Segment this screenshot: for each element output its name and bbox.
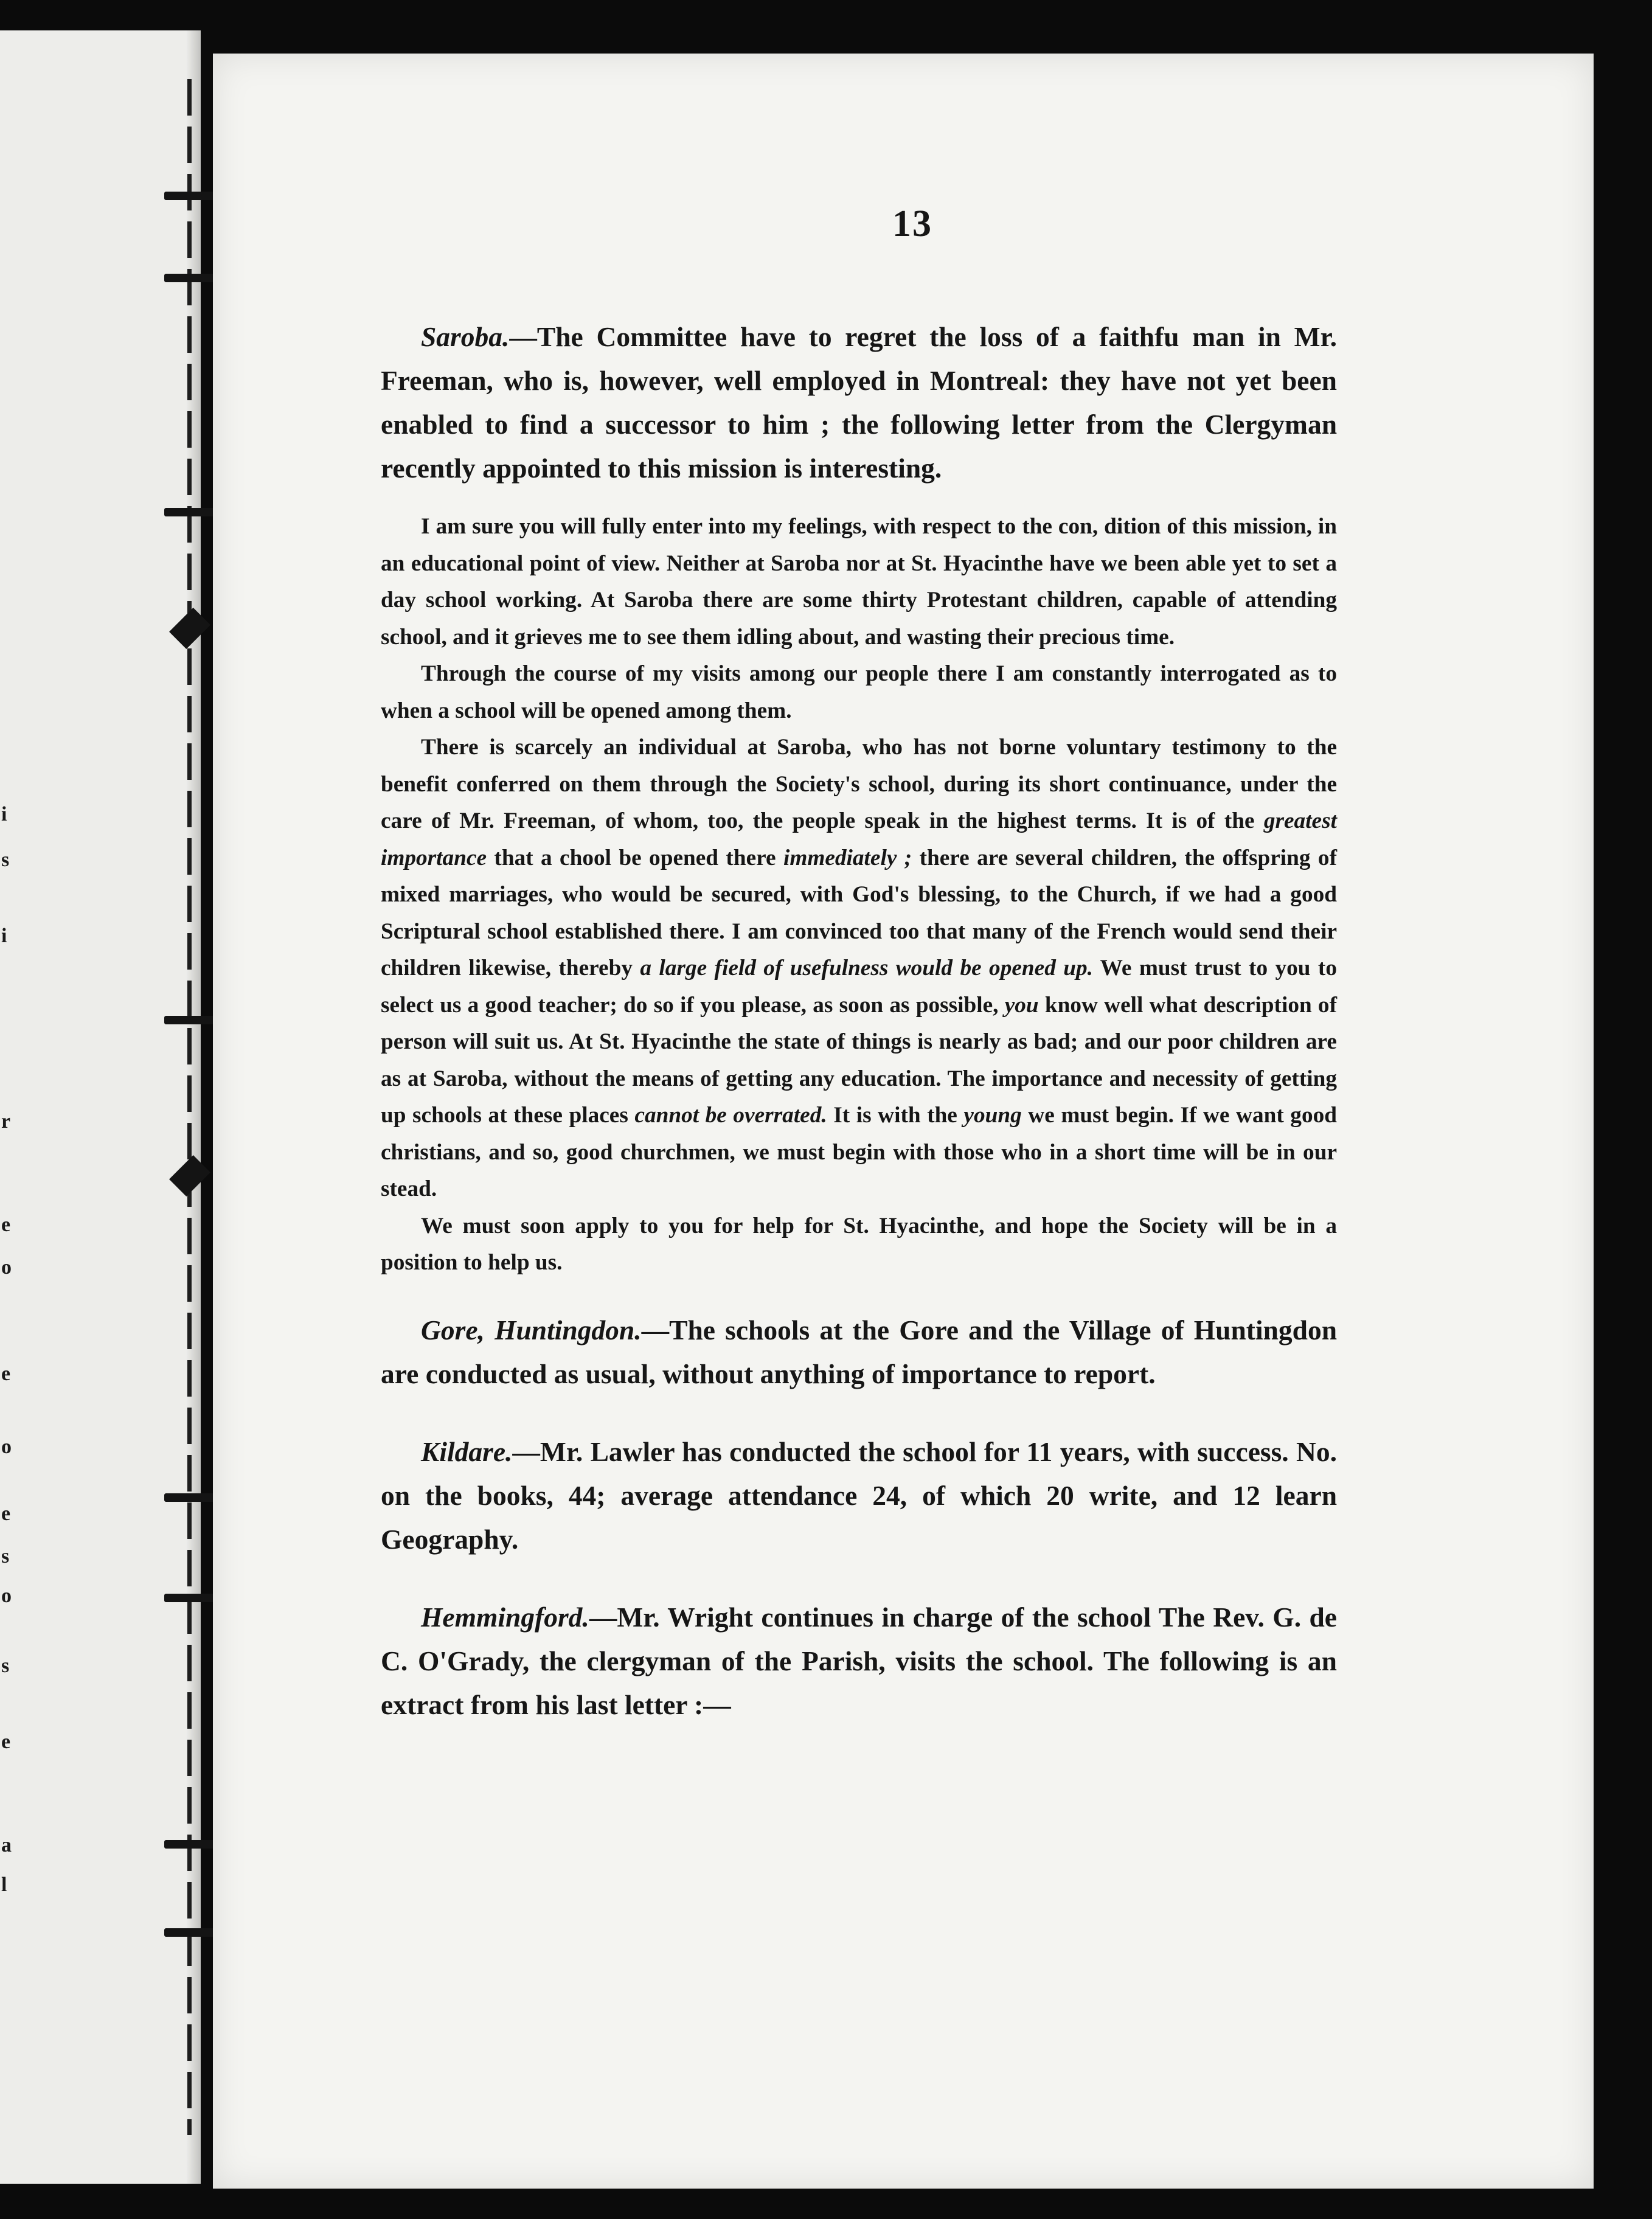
page-number: 13 [892, 203, 932, 245]
margin-letter: e [1, 1731, 11, 1753]
emphasis: you [1004, 992, 1039, 1018]
margin-letter: e [1, 1363, 11, 1385]
cropped-margin-text [0, 30, 18, 2184]
binding-knot [169, 608, 210, 649]
text-run: that a chool be opened there [487, 845, 783, 870]
margin-letter: e [1, 1502, 11, 1525]
emphasis: greatest importance [381, 808, 1337, 870]
text-run: It is with the [827, 1103, 964, 1128]
text-run: there are several children, the offspring of mixed marriages, who would be secured, with God's blessing, to the Church, if we had a good Scriptural school established there. I am convinced too that many of the French would send their children likewise, thereby [381, 845, 1337, 981]
section-saroba [381, 315, 1337, 490]
previous-page-edge [0, 30, 201, 2184]
document-page [213, 54, 1594, 2189]
letter-paragraph: Through the course of my visits among our people there I am constantly interrogated as to when a school will be opened among them. [381, 661, 1337, 723]
margin-letter: r [1, 1110, 11, 1133]
text-run: We must trust to you to select us a good teacher; do so if you please, as soon as possible, [381, 956, 1337, 1018]
section-text: —The Committee have to regret the loss of a faithfu man in Mr. Freeman, who is, however, well employed in Montreal: they have not yet been enabled to find a successor to him ; the following letter from the Clergyman recently appointed to this mission is interesting. [381, 321, 1337, 484]
letter-paragraph: I am sure you will fully enter into my feelings, with respect to the con, dition of this mission, in an educational point of view. Neither at Saroba nor at St. Hyacinthe have we been able yet to set a day school working. At Saroba there are some thirty Protestant children, capable of attending school, and it grieves me to see them idling about, and wasting their precious time. [381, 514, 1337, 650]
text-run: know well what description of person will suit us. At St. Hyacinthe the state of things is nearly as bad; and our poor children are as at Saroba, without the means of getting any education. The importance and necessity of getting up schools at these places [381, 992, 1337, 1128]
emphasis: young [963, 1103, 1022, 1128]
emphasis: immediately ; [783, 845, 912, 870]
section-heading: Gore, Huntingdon. [421, 1314, 642, 1346]
binding-stitch [164, 508, 218, 516]
binding-stitch [164, 192, 218, 200]
binding-stitch [164, 1594, 218, 1602]
section-text: —The schools at the Gore and the Village of Huntingdon are conducted as usual, without anything of importance to report. [381, 1314, 1337, 1389]
section-kildare [381, 1430, 1337, 1561]
margin-letter: e [1, 1214, 11, 1236]
margin-letter: i [1, 925, 7, 947]
section-text: —Mr. Wright continues in charge of the school The Rev. G. de C. O'Grady, the clergyman of the Parish, visits the school. The following is an extract from his last letter :— [381, 1601, 1337, 1720]
margin-letter: o [1, 1585, 12, 1607]
margin-letter: a [1, 1834, 12, 1856]
emphasis: a large field of usefulness would be opened up. [640, 956, 1093, 981]
binding-stitch [164, 1016, 218, 1024]
section-heading: Kildare. [421, 1436, 513, 1467]
margin-letter: o [1, 1436, 12, 1458]
margin-letter: s [1, 849, 10, 871]
page-body [381, 315, 1337, 1727]
section-heading: Hemmingford. [421, 1601, 589, 1633]
letter-paragraph [381, 729, 1337, 1208]
section-heading: Saroba. [421, 321, 510, 352]
binding-knot [169, 1155, 210, 1196]
binding-stitch [164, 1840, 218, 1849]
margin-letter: i [1, 803, 7, 825]
emphasis: cannot be overrated. [634, 1103, 827, 1128]
binding-stitch [164, 1928, 218, 1937]
text-run: we must begin. If we want good christians, and so, good churchmen, we must begin with those who in a short time will be in our stead. [381, 1103, 1337, 1201]
binding-thread [187, 79, 192, 2135]
text-run: There is scarcely an individual at Saroba, who has not borne voluntary testimony to the benefit conferred on them through the Society's school, during its short continuance, under the care of Mr. Freeman, of whom, too, the people speak in the highest terms. It is of the [381, 735, 1337, 833]
binding-stitch [164, 1493, 218, 1502]
margin-letter: s [1, 1545, 10, 1568]
section-gore-huntingdon [381, 1308, 1337, 1396]
margin-letter: s [1, 1655, 10, 1677]
binding-stitch [164, 274, 218, 282]
section-text: —Mr. Lawler has conducted the school for 11 years, with success. No. on the books, 44; average attendance 24, of which 20 write, and 12 learn Geography. [381, 1436, 1337, 1555]
section-hemmingford [381, 1596, 1337, 1727]
margin-letter: o [1, 1256, 12, 1279]
letter-paragraph: We must soon apply to you for help for St. Hyacinthe, and hope the Society will be in a position to help us. [381, 1213, 1337, 1275]
margin-letter: l [1, 1873, 7, 1896]
